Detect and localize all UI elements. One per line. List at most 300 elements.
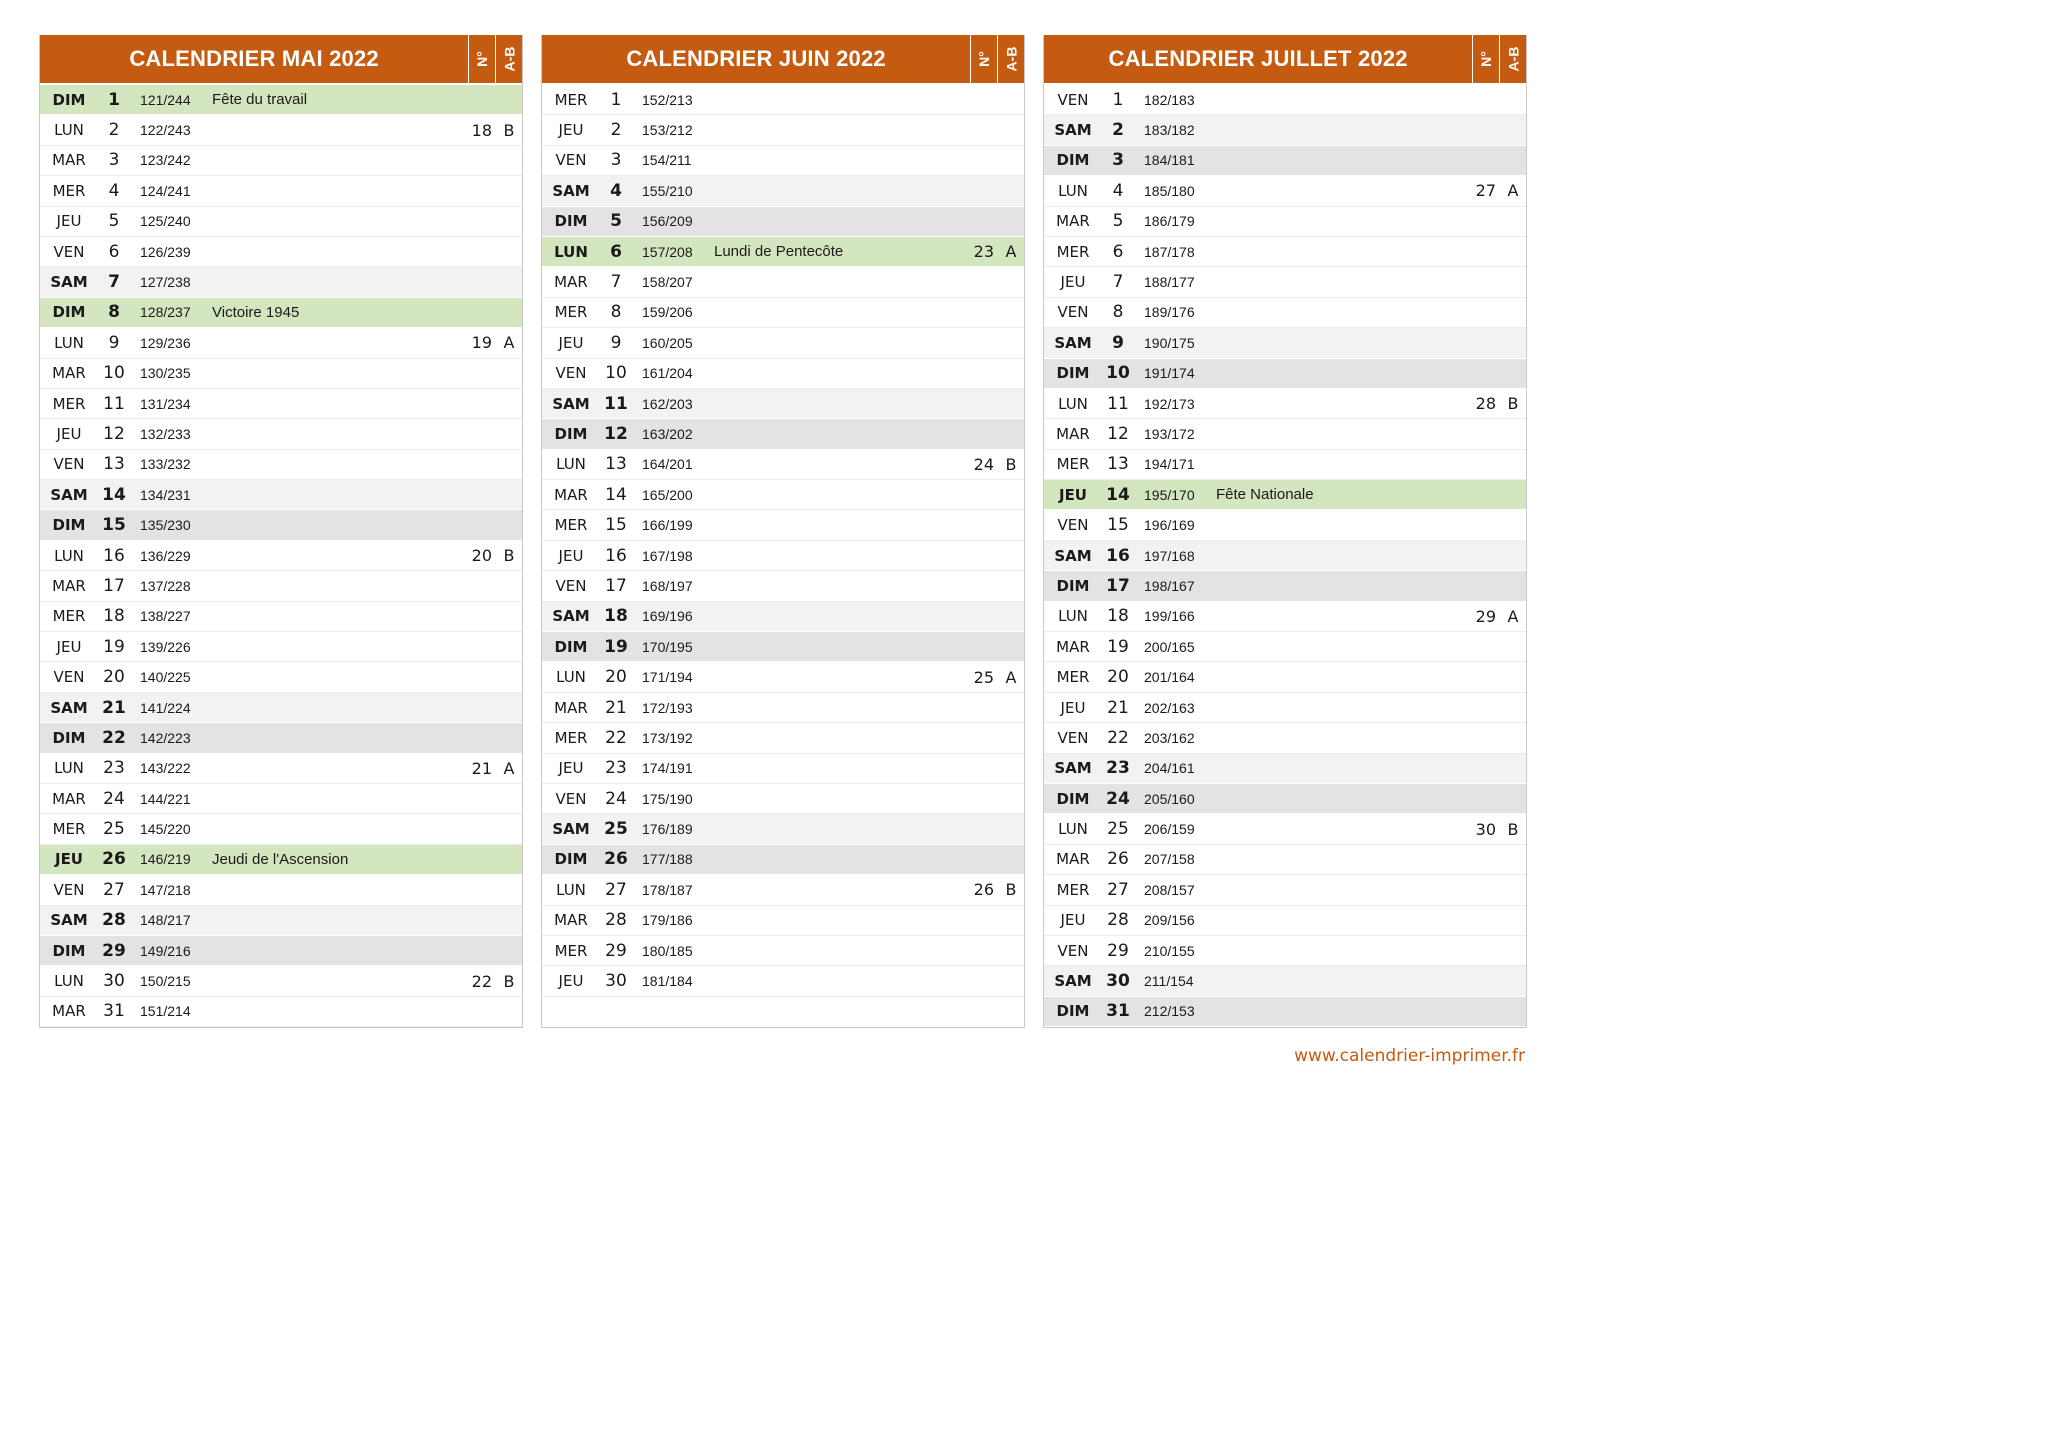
day-number: 17 [1106, 575, 1130, 596]
day-of-week: LUN [54, 972, 84, 991]
day-of-week: DIM [1056, 789, 1090, 808]
day-row [1044, 662, 1526, 692]
ab-week-letter: B [1507, 394, 1519, 414]
day-of-year: 172/193 [642, 699, 693, 716]
day-number: 8 [1112, 302, 1124, 323]
day-of-week: SAM [1054, 333, 1092, 352]
week-number: 22 [471, 971, 492, 991]
day-of-year: 202/163 [1144, 699, 1195, 716]
day-of-year: 144/221 [140, 790, 191, 807]
day-of-year: 157/208 [642, 243, 693, 260]
day-of-year: 162/203 [642, 395, 693, 412]
ab-week-letter: B [503, 120, 515, 140]
day-number: 29 [102, 940, 126, 961]
day-number: 22 [102, 727, 126, 748]
day-list [40, 83, 522, 1027]
day-of-week: DIM [1056, 576, 1090, 595]
day-of-year: 195/170 [1144, 486, 1195, 503]
day-of-week: JEU [558, 759, 584, 778]
day-row [1044, 541, 1526, 571]
day-of-week: MER [1056, 880, 1090, 899]
day-number: 9 [1112, 332, 1124, 353]
ab-week-letter: B [503, 546, 515, 566]
day-of-year: 210/155 [1144, 942, 1195, 959]
day-of-week: MER [554, 728, 588, 747]
day-of-week: MER [554, 941, 588, 960]
week-number: 27 [1475, 181, 1496, 201]
day-of-year: 164/201 [642, 456, 693, 473]
day-of-week: SAM [50, 485, 88, 504]
day-row [542, 906, 1024, 936]
day-of-year: 127/238 [140, 274, 191, 291]
day-row [1044, 328, 1526, 358]
day-of-year: 141/224 [140, 699, 191, 716]
day-of-week: LUN [54, 546, 84, 565]
day-of-week: SAM [1054, 972, 1092, 991]
day-of-year: 184/181 [1144, 152, 1195, 169]
day-of-week: MAR [554, 698, 588, 717]
day-of-week: VEN [1057, 303, 1089, 322]
day-of-year: 152/213 [642, 91, 693, 108]
day-of-week: VEN [1057, 516, 1089, 535]
day-number: 8 [610, 302, 622, 323]
day-of-year: 137/228 [140, 577, 191, 594]
day-of-week: DIM [1056, 364, 1090, 383]
holiday-name: Jeudi de l'Ascension [212, 850, 349, 868]
day-of-year: 159/206 [642, 304, 693, 321]
day-of-year: 196/169 [1144, 517, 1195, 534]
day-number: 26 [102, 849, 126, 870]
day-of-year: 204/161 [1144, 760, 1195, 777]
day-of-week: MER [52, 820, 86, 839]
day-row [1044, 875, 1526, 905]
day-of-year: 177/188 [642, 851, 693, 868]
day-of-year: 161/204 [642, 365, 693, 382]
day-of-year: 209/156 [1144, 912, 1195, 929]
day-row [1044, 237, 1526, 267]
day-of-week: MER [554, 90, 588, 109]
day-number: 6 [1112, 241, 1124, 262]
day-number: 23 [1106, 758, 1130, 779]
day-of-year: 149/216 [140, 942, 191, 959]
day-of-week: DIM [52, 941, 86, 960]
day-of-week: VEN [53, 668, 85, 687]
month-panel-july [1043, 35, 1527, 1028]
day-number: 25 [103, 819, 125, 840]
day-number: 28 [1107, 910, 1129, 931]
day-of-year: 130/235 [140, 365, 191, 382]
day-row [542, 510, 1024, 540]
day-row [1044, 359, 1526, 389]
day-number: 31 [1106, 1001, 1130, 1022]
day-of-week: LUN [554, 242, 588, 261]
day-row [40, 814, 522, 844]
day-of-year: 211/154 [1144, 973, 1194, 990]
day-of-year: 154/211 [642, 152, 692, 169]
day-number: 16 [103, 545, 125, 566]
week-number: 29 [1475, 606, 1496, 626]
day-of-year: 129/236 [140, 334, 191, 351]
day-of-year: 192/173 [1144, 395, 1195, 412]
ab-week-letter: A [503, 333, 515, 353]
day-of-week: DIM [1056, 1002, 1090, 1021]
day-row [40, 632, 522, 662]
day-number: 19 [604, 636, 628, 657]
day-row [542, 328, 1024, 358]
day-row [1044, 298, 1526, 328]
day-of-week: MER [52, 181, 86, 200]
day-number: 15 [102, 515, 126, 536]
day-number: 30 [605, 971, 627, 992]
day-number: 30 [103, 971, 125, 992]
holiday-name: Fête du travail [212, 91, 308, 109]
day-number: 7 [108, 272, 120, 293]
day-of-year: 138/227 [140, 608, 191, 625]
day-row [542, 480, 1024, 510]
day-number: 21 [102, 697, 126, 718]
day-row [542, 662, 1024, 692]
day-number: 4 [108, 180, 120, 201]
day-row [542, 298, 1024, 328]
day-row [40, 693, 522, 723]
day-of-year: 147/218 [140, 881, 191, 898]
day-number: 20 [605, 667, 627, 688]
day-row [542, 845, 1024, 875]
day-of-year: 190/175 [1144, 334, 1195, 351]
day-of-year: 167/198 [642, 547, 693, 564]
day-of-week: JEU [558, 121, 584, 140]
day-number: 18 [1107, 606, 1129, 627]
day-row [542, 176, 1024, 206]
day-of-week: VEN [1057, 941, 1089, 960]
day-number: 29 [1107, 940, 1129, 961]
day-number: 2 [1112, 120, 1124, 141]
day-of-year: 199/166 [1144, 608, 1195, 625]
day-of-week: MER [554, 516, 588, 535]
day-of-week: JEU [1058, 485, 1087, 504]
day-of-year: 170/195 [642, 638, 693, 655]
day-of-year: 180/185 [642, 942, 693, 959]
day-row [542, 754, 1024, 784]
day-of-week: MAR [1056, 850, 1090, 869]
day-of-year: 142/223 [140, 729, 191, 746]
day-number: 24 [605, 788, 627, 809]
day-of-week: VEN [1057, 728, 1089, 747]
day-number: 11 [604, 393, 628, 414]
day-row [542, 267, 1024, 297]
day-of-year: 165/200 [642, 486, 693, 503]
day-row [1044, 845, 1526, 875]
day-number: 12 [604, 423, 628, 444]
day-row [542, 571, 1024, 601]
day-of-year: 186/179 [1144, 213, 1195, 230]
day-of-year: 194/171 [1144, 456, 1195, 473]
day-of-year: 128/237 [140, 304, 191, 321]
day-row [542, 419, 1024, 449]
day-list [1044, 83, 1526, 1027]
day-row [542, 723, 1024, 753]
day-row [542, 237, 1024, 267]
holiday-name: Fête Nationale [1216, 486, 1314, 504]
day-of-week: JEU [56, 424, 82, 443]
ab-week-letter: A [1507, 181, 1519, 201]
day-of-week: JEU [56, 637, 82, 656]
day-row [40, 85, 522, 115]
day-number: 27 [103, 879, 125, 900]
day-number: 11 [1107, 393, 1129, 414]
day-of-year: 207/158 [1144, 851, 1195, 868]
day-row [1044, 906, 1526, 936]
day-of-week: DIM [554, 424, 588, 443]
ab-week-letter: B [1005, 880, 1017, 900]
day-number: 3 [108, 150, 120, 171]
day-of-year: 153/212 [642, 122, 693, 139]
day-of-year: 197/168 [1144, 547, 1195, 564]
day-of-year: 203/162 [1144, 729, 1195, 746]
day-number: 4 [1112, 180, 1124, 201]
day-number: 12 [103, 423, 125, 444]
day-row [1044, 389, 1526, 419]
day-row [40, 176, 522, 206]
day-number: 18 [604, 606, 628, 627]
day-row [40, 875, 522, 905]
day-number: 16 [1106, 545, 1130, 566]
day-of-year: 151/214 [140, 1003, 191, 1020]
day-number: 3 [1112, 150, 1124, 171]
day-of-year: 134/231 [140, 486, 191, 503]
day-row [40, 359, 522, 389]
day-number: 17 [103, 575, 125, 596]
week-number: 24 [973, 454, 994, 474]
day-of-week: LUN [556, 880, 586, 899]
week-number: 30 [1475, 819, 1496, 839]
day-row [1044, 176, 1526, 206]
day-of-year: 187/178 [1144, 243, 1195, 260]
ab-week-letter: A [503, 758, 515, 778]
day-number: 1 [1112, 89, 1124, 110]
day-number: 13 [605, 454, 627, 475]
day-of-week: JEU [558, 546, 584, 565]
day-of-year: 166/199 [642, 517, 693, 534]
day-of-year: 135/230 [140, 517, 191, 534]
day-number: 5 [1112, 211, 1124, 232]
day-number: 14 [605, 484, 627, 505]
day-of-year: 133/232 [140, 456, 191, 473]
day-row [1044, 754, 1526, 784]
day-of-week: MAR [554, 273, 588, 292]
day-of-week: JEU [558, 333, 584, 352]
day-of-year: 205/160 [1144, 790, 1195, 807]
day-of-year: 191/174 [1144, 365, 1195, 382]
day-row [542, 966, 1024, 996]
day-of-year: 146/219 [140, 851, 191, 868]
day-of-week: MAR [1056, 424, 1090, 443]
day-row [542, 875, 1024, 905]
footer-website-link[interactable]: www.calendrier-imprimer.fr [1294, 1046, 1525, 1066]
day-number: 5 [108, 211, 120, 232]
day-of-week: DIM [52, 303, 86, 322]
month-title: CALENDRIER JUILLET 2022 [1108, 46, 1408, 71]
day-of-year: 156/209 [642, 213, 693, 230]
day-number: 22 [1107, 727, 1129, 748]
day-number: 9 [610, 332, 622, 353]
day-row [40, 328, 522, 358]
week-number: 21 [471, 758, 492, 778]
day-number: 20 [1107, 667, 1129, 688]
day-row [1044, 723, 1526, 753]
day-number: 12 [1107, 423, 1129, 444]
day-number: 3 [610, 150, 622, 171]
day-row [1044, 936, 1526, 966]
day-row [1044, 966, 1526, 996]
day-number: 27 [605, 879, 627, 900]
day-of-week: LUN [54, 121, 84, 140]
day-of-week: LUN [1058, 607, 1088, 626]
month-header [542, 35, 1024, 83]
day-row [40, 571, 522, 601]
day-of-week: LUN [54, 333, 84, 352]
day-of-year: 125/240 [140, 213, 191, 230]
day-row [40, 237, 522, 267]
day-of-year: 131/234 [140, 395, 191, 412]
day-list [542, 83, 1024, 1027]
day-of-week: DIM [1056, 151, 1090, 170]
day-number: 25 [604, 819, 628, 840]
ab-week-letter: B [1005, 454, 1017, 474]
day-row [1044, 267, 1526, 297]
day-row [542, 602, 1024, 632]
day-of-week: VEN [555, 151, 587, 170]
day-of-week: JEU [558, 972, 584, 991]
day-of-week: SAM [50, 273, 88, 292]
day-row [542, 693, 1024, 723]
day-row [1044, 510, 1526, 540]
day-of-week: SAM [552, 181, 590, 200]
day-of-week: SAM [552, 394, 590, 413]
day-of-week: JEU [1060, 911, 1086, 930]
day-of-week: DIM [52, 728, 86, 747]
day-number: 24 [103, 788, 125, 809]
day-of-year: 150/215 [140, 973, 191, 990]
day-of-year: 139/226 [140, 638, 191, 655]
day-row [40, 419, 522, 449]
day-of-week: MER [52, 394, 86, 413]
day-number: 21 [605, 697, 627, 718]
day-row [542, 814, 1024, 844]
day-of-week: SAM [1054, 546, 1092, 565]
day-row [1044, 419, 1526, 449]
day-row [40, 450, 522, 480]
day-row [40, 207, 522, 237]
day-row [40, 966, 522, 996]
ab-week-header: A-B [997, 35, 1024, 83]
day-of-year: 145/220 [140, 821, 191, 838]
day-row [40, 541, 522, 571]
day-of-week: MER [554, 303, 588, 322]
day-of-year: 143/222 [140, 760, 191, 777]
day-number: 16 [605, 545, 627, 566]
day-number: 11 [103, 393, 125, 414]
day-of-week: SAM [1054, 759, 1092, 778]
day-of-week: LUN [556, 668, 586, 687]
day-of-week: MER [1056, 455, 1090, 474]
week-number: 18 [471, 120, 492, 140]
day-of-week: MER [1056, 242, 1090, 261]
day-of-year: 198/167 [1144, 577, 1195, 594]
month-panel-june [541, 35, 1025, 1028]
day-row [1044, 85, 1526, 115]
day-of-year: 148/217 [140, 912, 191, 929]
day-of-week: SAM [552, 607, 590, 626]
day-row [40, 298, 522, 328]
day-of-year: 212/153 [1144, 1003, 1195, 1020]
day-of-year: 173/192 [642, 729, 693, 746]
day-of-year: 178/187 [642, 881, 693, 898]
day-row [40, 754, 522, 784]
month-title: CALENDRIER JUIN 2022 [626, 46, 886, 71]
day-of-week: MER [52, 607, 86, 626]
day-of-year: 158/207 [642, 274, 693, 291]
day-of-week: JEU [56, 212, 82, 231]
day-number: 8 [108, 302, 120, 323]
day-number: 5 [610, 211, 622, 232]
day-of-week: VEN [555, 364, 587, 383]
day-row [1044, 632, 1526, 662]
week-number-header: N° [970, 35, 997, 83]
day-number: 14 [102, 484, 126, 505]
ab-week-header: A-B [495, 35, 522, 83]
day-of-year: 171/194 [642, 669, 693, 686]
day-number: 2 [610, 120, 622, 141]
day-number: 27 [1107, 879, 1129, 900]
day-of-week: LUN [1058, 394, 1088, 413]
day-number: 1 [610, 89, 622, 110]
day-of-week: JEU [54, 850, 83, 869]
day-row [542, 359, 1024, 389]
day-row [40, 480, 522, 510]
day-of-year: 183/182 [1144, 122, 1195, 139]
month-panel-may [39, 35, 523, 1028]
day-of-year: 182/183 [1144, 91, 1195, 108]
day-number: 28 [605, 910, 627, 931]
day-of-week: VEN [1057, 90, 1089, 109]
day-row [40, 510, 522, 540]
week-number: 26 [973, 880, 994, 900]
day-number: 22 [605, 727, 627, 748]
day-row [542, 85, 1024, 115]
day-row [1044, 814, 1526, 844]
day-number: 19 [103, 636, 125, 657]
day-of-week: LUN [1058, 181, 1088, 200]
week-number: 28 [1475, 394, 1496, 414]
day-row [40, 845, 522, 875]
day-of-year: 123/242 [140, 152, 191, 169]
ab-week-letter: B [503, 971, 515, 991]
day-number: 9 [108, 332, 120, 353]
day-of-week: LUN [1058, 820, 1088, 839]
day-row [40, 997, 522, 1027]
day-of-week: VEN [53, 455, 85, 474]
day-number: 1 [108, 89, 120, 110]
day-number: 18 [103, 606, 125, 627]
day-row [542, 207, 1024, 237]
day-row [1044, 450, 1526, 480]
holiday-name: Lundi de Pentecôte [714, 243, 844, 261]
day-row [542, 541, 1024, 571]
day-number: 29 [605, 940, 627, 961]
day-of-year: 181/184 [642, 973, 693, 990]
ab-week-letter: A [1005, 242, 1017, 262]
